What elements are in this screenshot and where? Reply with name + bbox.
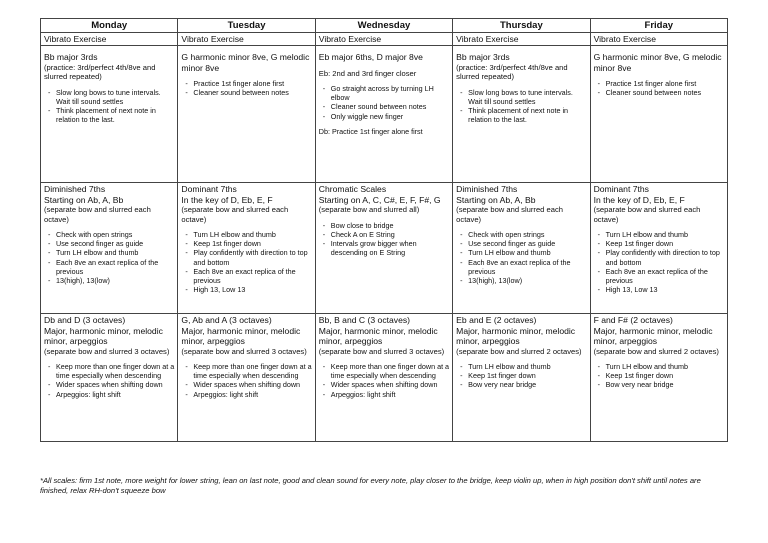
- list-item: - Check with open strings: [468, 230, 586, 239]
- cell-title: Db and D (3 octaves): [44, 315, 126, 325]
- tips-list: [594, 79, 724, 97]
- cell-thursday-2: [453, 183, 590, 314]
- list-item: - Wider spaces when shifting down: [56, 380, 174, 389]
- cell-title: Bb, B and C (3 octaves): [318, 315, 411, 325]
- list-item: - Bow very near bridge: [606, 380, 724, 389]
- vibrato-label: Vibrato Exercise: [178, 34, 314, 46]
- cell-title: Diminished 7ths: [456, 184, 518, 194]
- cell-title: Chromatic Scales: [318, 184, 387, 194]
- cell-subtitle: (practice: 3rd/perfect 4th/8ve and slurred repeated): [44, 62, 156, 81]
- cell-title-2: In the key of D, Eb, E, F: [593, 194, 685, 205]
- cell-subtitle: (separate bow and slurred 3 octaves): [318, 346, 445, 356]
- cell-friday-2: [590, 183, 727, 314]
- cell-subtitle: (separate bow and slurred all): [318, 205, 420, 214]
- cell-title: Bb major 3rds: [456, 52, 510, 62]
- list-item: - Practice 1st finger alone first: [606, 79, 724, 88]
- cell-note: Db: Practice 1st finger alone first: [318, 126, 423, 136]
- cell-title: Bb major 3rds: [44, 52, 98, 62]
- cell-subtitle: (separate bow and slurred each octave): [593, 205, 701, 224]
- list-item: - Turn LH elbow and thumb: [56, 248, 174, 257]
- list-item: - Practice 1st finger alone first: [193, 79, 311, 88]
- list-item: - Wider spaces when shifting down: [193, 380, 311, 389]
- tips-list: [181, 230, 311, 294]
- cell-title: G harmonic minor 8ve, G melodic minor 8ve: [181, 52, 310, 73]
- header-monday: Monday: [41, 19, 178, 33]
- row-sevenths-chromatic: [41, 183, 728, 314]
- cell-subtitle: (separate bow and slurred 3 octaves): [44, 346, 170, 356]
- header-thursday: Thursday: [453, 19, 590, 33]
- cell-monday-2: [41, 183, 178, 314]
- cell-title: Dominant 7ths: [181, 184, 237, 194]
- tips-list: [456, 362, 586, 390]
- list-item: - Keep 1st finger down: [606, 239, 724, 248]
- cell-subtitle: (separate bow and slurred 2 octaves): [593, 346, 719, 356]
- list-item: - Play confidently with direction to top and bottom: [606, 248, 724, 266]
- practice-schedule-table: [40, 18, 728, 442]
- tips-list: [456, 88, 586, 125]
- list-item: - Arpeggios: light shift: [331, 390, 449, 399]
- vibrato-label: Vibrato Exercise: [591, 34, 727, 46]
- list-item: - Each 8ve an exact replica of the previous: [468, 258, 586, 276]
- cell-subtitle: (separate bow and slurred 2 octaves): [456, 346, 582, 356]
- list-item: - Each 8ve an exact replica of the previous: [193, 267, 311, 285]
- list-item: - Wider spaces when shifting down: [331, 380, 449, 389]
- cell-friday-3: [590, 314, 727, 442]
- cell-subtitle: Eb: 2nd and 3rd finger closer: [318, 68, 417, 78]
- list-item: - Keep more than one finger down at a time especially when descending: [56, 362, 174, 380]
- vibrato-label: Vibrato Exercise: [316, 34, 452, 46]
- list-item: - Each 8ve an exact replica of the previous: [606, 267, 724, 285]
- cell-wednesday-3: [315, 314, 452, 442]
- tips-list: [44, 230, 174, 285]
- tips-list: [319, 84, 449, 121]
- cell-title: Diminished 7ths: [44, 184, 106, 194]
- cell-title-2: Major, harmonic minor, melodic minor, arpeggios: [181, 325, 301, 346]
- list-item: - Turn LH elbow and thumb: [193, 230, 311, 239]
- tips-list: [319, 362, 449, 399]
- list-item: - 13(high), 13(low): [56, 276, 174, 285]
- cell-subtitle: (separate bow and slurred 3 octaves): [181, 346, 307, 356]
- cell-wednesday-1: [315, 33, 452, 183]
- cell-thursday-1: [453, 33, 590, 183]
- cell-title-2: Starting on Ab, A, Bb: [44, 194, 124, 205]
- cell-wednesday-2: [315, 183, 452, 314]
- list-item: - Turn LH elbow and thumb: [606, 230, 724, 239]
- list-item: - Cleaner sound between notes: [193, 88, 311, 97]
- cell-title-2: Major, harmonic minor, melodic minor, arpeggios: [593, 325, 713, 346]
- row-vibrato-scales: [41, 33, 728, 183]
- cell-subtitle: (separate bow and slurred each octave): [181, 205, 289, 224]
- list-item: - Slow long bows to tune intervals. Wait till sound settles: [468, 88, 586, 106]
- cell-monday-1: [41, 33, 178, 183]
- row-octave-scales: [41, 314, 728, 442]
- tips-list: [44, 88, 174, 125]
- cell-monday-3: [41, 314, 178, 442]
- cell-title: Dominant 7ths: [593, 184, 649, 194]
- vibrato-label: Vibrato Exercise: [453, 34, 589, 46]
- tips-list: [456, 230, 586, 285]
- list-item: - Think placement of next note in relation to the last.: [56, 106, 174, 124]
- list-item: - Go straight across by turning LH elbow: [331, 84, 449, 102]
- cell-title: Eb major 6ths, D major 8ve: [318, 52, 423, 62]
- cell-title-2: In the key of D, Eb, E, F: [181, 194, 273, 205]
- list-item: - High 13, Low 13: [606, 285, 724, 294]
- list-item: - Keep 1st finger down: [468, 371, 586, 380]
- cell-title: G harmonic minor 8ve, G melodic minor 8ve: [593, 52, 722, 73]
- cell-title-2: Major, harmonic minor, melodic minor, arpeggios: [456, 325, 576, 346]
- list-item: - Use second finger as guide: [56, 239, 174, 248]
- cell-friday-1: [590, 33, 727, 183]
- header-row: [41, 19, 728, 33]
- cell-title: F and F# (2 octaves): [593, 315, 673, 325]
- header-friday: Friday: [590, 19, 727, 33]
- list-item: - 13(high), 13(low): [468, 276, 586, 285]
- cell-title: Eb and E (2 octaves): [456, 315, 537, 325]
- cell-subtitle: (separate bow and slurred each octave): [44, 205, 151, 224]
- list-item: - Keep 1st finger down: [606, 371, 724, 380]
- list-item: - Intervals grow bigger when descending on E String: [331, 239, 449, 257]
- list-item: - Use second finger as guide: [468, 239, 586, 248]
- vibrato-label: Vibrato Exercise: [41, 34, 177, 46]
- list-item: - Keep more than one finger down at a time especially when descending: [193, 362, 311, 380]
- list-item: - Slow long bows to tune intervals. Wait till sound settles: [56, 88, 174, 106]
- list-item: - Play confidently with direction to top and bottom: [193, 248, 311, 266]
- cell-title-2: Starting on A, C, C#, E, F, F#, G: [318, 194, 441, 205]
- cell-subtitle: (separate bow and slurred each octave): [456, 205, 563, 224]
- header-wednesday: Wednesday: [315, 19, 452, 33]
- cell-title: G, Ab and A (3 octaves): [181, 315, 272, 325]
- list-item: - Think placement of next note in relation to the last.: [468, 106, 586, 124]
- tips-list: [594, 362, 724, 390]
- list-item: - Only wiggle new finger: [331, 112, 449, 121]
- list-item: - Check with open strings: [56, 230, 174, 239]
- list-item: - Turn LH elbow and thumb: [468, 362, 586, 371]
- tips-list: [181, 79, 311, 97]
- list-item: - Each 8ve an exact replica of the previous: [56, 258, 174, 276]
- list-item: - Arpeggios: light shift: [56, 390, 174, 399]
- list-item: - Check A on E String: [331, 230, 449, 239]
- list-item: - Bow very near bridge: [468, 380, 586, 389]
- list-item: - High 13, Low 13: [193, 285, 311, 294]
- tips-list: [594, 230, 724, 294]
- list-item: - Cleaner sound between notes: [331, 102, 449, 111]
- cell-thursday-3: [453, 314, 590, 442]
- cell-title-2: Major, harmonic minor, melodic minor, arpeggios: [318, 325, 438, 346]
- cell-tuesday-2: [178, 183, 315, 314]
- header-tuesday: Tuesday: [178, 19, 315, 33]
- list-item: - Arpeggios: light shift: [193, 390, 311, 399]
- tips-list: [44, 362, 174, 399]
- cell-tuesday-3: [178, 314, 315, 442]
- cell-title-2: Major, harmonic minor, melodic minor, arpeggios: [44, 325, 163, 346]
- cell-tuesday-1: [178, 33, 315, 183]
- list-item: - Keep more than one finger down at a time especially when descending: [331, 362, 449, 380]
- list-item: - Cleaner sound between notes: [606, 88, 724, 97]
- cell-subtitle: (practice: 3rd/perfect 4th/8ve and slurred repeated): [456, 62, 568, 81]
- list-item: - Turn LH elbow and thumb: [606, 362, 724, 371]
- tips-list: [181, 362, 311, 399]
- cell-title-2: Starting on Ab, A, Bb: [456, 194, 536, 205]
- list-item: - Turn LH elbow and thumb: [468, 248, 586, 257]
- list-item: - Bow close to bridge: [331, 221, 449, 230]
- list-item: - Keep 1st finger down: [193, 239, 311, 248]
- tips-list: [319, 221, 449, 258]
- footer-note: *All scales: firm 1st note, more weight for lower string, lean on last note, good and clean sound for every note, play closer to the bridge, keep violin up, when in high position don't shift until notes are finished, relax RH-don't squeeze bow: [40, 476, 701, 495]
